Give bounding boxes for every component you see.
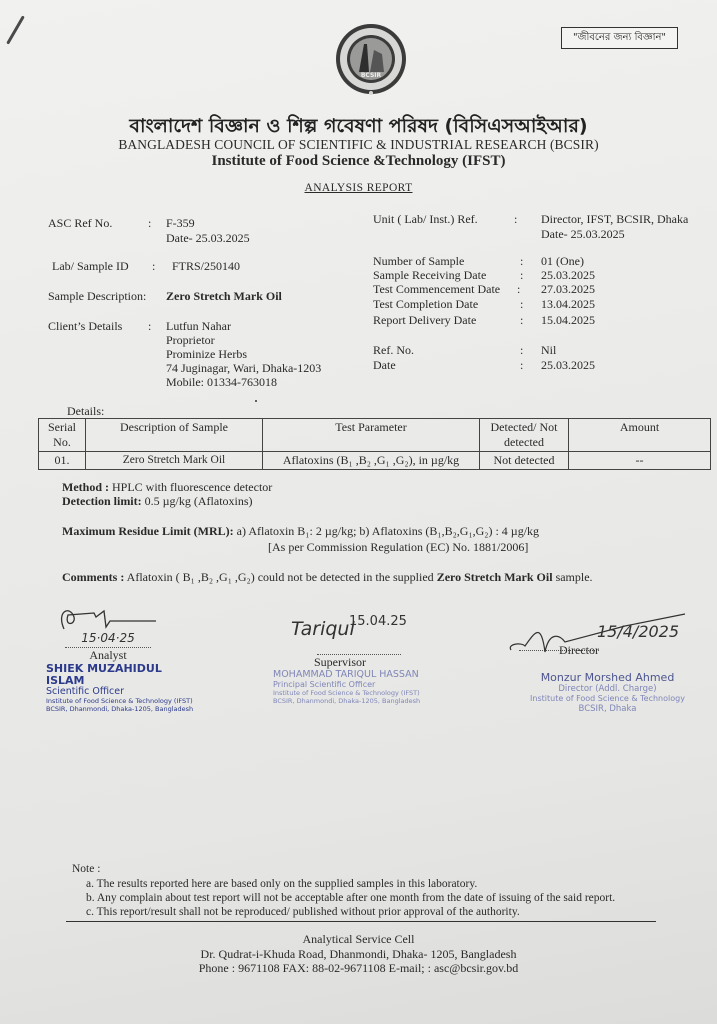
analyst-handwritten-date: 15·04·25 — [81, 631, 135, 645]
table-row — [39, 452, 711, 470]
supervisor-title: Principal Scientific Officer — [273, 680, 376, 689]
column-header-amount: Amount — [569, 419, 711, 452]
director-signature-block — [505, 612, 710, 714]
sample-row-label: Sample Receiving Date — [373, 268, 487, 282]
footer-address: Dr. Qudrat-i-Khuda Road, Dhanmondi, Dhaka- 1205, Bangladesh — [200, 947, 517, 961]
director-role: Director — [559, 643, 599, 657]
supervisor-role: Supervisor — [314, 655, 366, 669]
analyst-org: Institute of Food Science & Technology (IFST) — [46, 697, 193, 705]
mrl-label: Maximum Residue Limit (MRL): — [62, 524, 234, 538]
colon: : — [517, 282, 521, 296]
ref-no-label: Ref. No. — [373, 343, 414, 357]
footer-contact — [0, 961, 717, 976]
director-address: BCSIR, Dhaka — [578, 704, 637, 714]
method-value: HPLC with fluorescence detector — [112, 480, 273, 494]
asc-ref-date: Date- 25.03.2025 — [166, 231, 250, 245]
org-name-bangla: বাংলাদেশ বিজ্ঞান ও শিল্প গবেষণা পরিষদ (বিসিএসআইআর) — [129, 115, 588, 137]
colon: : — [148, 319, 152, 333]
client-line: Lutfun Nahar — [166, 319, 231, 333]
client-line: 74 Juginagar, Wari, Dhaka-1203 — [166, 361, 322, 375]
colon: : — [152, 259, 156, 273]
cell-description: Zero Stretch Mark Oil — [86, 452, 263, 470]
analyst-name: SHIEK MUZAHIDUL ISLAM — [46, 662, 162, 687]
client-line: Prominize Herbs — [166, 347, 247, 361]
footer-cell: Analytical Service Cell — [302, 932, 415, 946]
client-line: Proprietor — [166, 333, 215, 347]
sample-row-label: Test Completion Date — [373, 297, 479, 311]
column-header-serial: Serial No. — [39, 419, 86, 452]
cell-serial: 01. — [39, 452, 86, 470]
motto-box — [561, 27, 678, 49]
institute-name: Institute of Food Science &Technology (IFST) — [211, 153, 506, 169]
detection-limit-value: 0.5 µg/kg (Aflatoxins) — [144, 494, 253, 508]
asc-ref-value: F-359 — [166, 216, 195, 230]
sample-row-value: 25.03.2025 — [541, 268, 595, 282]
sample-row-value: 27.03.2025 — [541, 282, 595, 296]
method-line — [62, 480, 272, 495]
note-item: c. This report/result shall not be reproduced/ published without prior approval of the authority. — [86, 906, 520, 918]
colon: : — [514, 212, 518, 226]
sample-row-label: Number of Sample — [373, 254, 465, 268]
supervisor-address: BCSIR, Dhanmondi, Dhaka-1205, Bangladesh — [273, 697, 421, 705]
date-label: Date — [373, 358, 396, 372]
unit-ref-date: Date- 25.03.2025 — [541, 227, 625, 241]
method-label: Method : — [62, 480, 109, 494]
director-signature — [505, 612, 710, 652]
comments-line — [62, 570, 593, 585]
cell-test-parameter: Aflatoxins (B₁ ,B₂ ,G₁ ,G₂), in µg/kg — [263, 452, 480, 470]
mrl-regulation: [As per Commission Regulation (EC) No. 1881/2006] — [268, 540, 529, 554]
comments-text: Aflatoxin ( B₁ ,B₂ ,G₁ ,G₂) could not be detected in the supplied — [126, 570, 434, 584]
sample-row-value: 13.04.2025 — [541, 297, 595, 311]
column-header-detected: Detected/ Not detected — [480, 419, 569, 452]
detection-limit-label: Detection limit: — [62, 494, 142, 508]
column-header-description: Description of Sample — [86, 419, 263, 452]
motto-text: "জীবনের জন্য বিজ্ঞান" — [572, 31, 667, 43]
comments-sample: Zero Stretch Mark Oil — [436, 570, 553, 584]
cell-amount: -- — [569, 452, 711, 470]
sample-description-label: Sample Description: — [48, 289, 147, 303]
mrl-line — [62, 524, 539, 539]
supervisor-handwritten-date: 15.04.25 — [349, 614, 407, 629]
supervisor-name: MOHAMMAD TARIQUL HASSAN — [273, 669, 419, 680]
detection-limit-line — [62, 494, 253, 509]
sample-row-label: Report Delivery Date — [373, 313, 477, 327]
note-label: Note : — [72, 863, 101, 875]
colon: : — [148, 216, 152, 230]
analyst-role: Analyst — [89, 648, 127, 662]
table-header-row — [39, 419, 711, 452]
report-title: ANALYSIS REPORT — [304, 182, 413, 194]
analyst-title: Scientific Officer — [46, 686, 124, 697]
mrl-value: a) Aflatoxin B₁: 2 µg/kg; b) Aflatoxins (B₁,B₂,G₁,G₂) : 4 µg/kg — [236, 524, 540, 538]
note-item: b. Any complain about test report will not be acceptable after one month from the date of issuing of the said report. — [86, 892, 616, 904]
logo-text: BCSIR — [360, 72, 382, 79]
comments-label: Comments : — [62, 570, 125, 584]
sample-description-value: Zero Stretch Mark Oil — [166, 289, 282, 303]
client-details-label: Client’s Details — [48, 319, 123, 333]
stray-dot — [255, 400, 257, 402]
client-line: Mobile: 01334-763018 — [166, 375, 277, 389]
colon: : — [520, 297, 524, 311]
cell-detected: Not detected — [480, 452, 569, 470]
lab-sample-id-value: FTRS/250140 — [172, 259, 241, 273]
sample-row-value: 01 (One) — [541, 254, 584, 268]
column-header-test-parameter: Test Parameter — [263, 419, 480, 452]
footer-divider — [66, 921, 656, 922]
colon: : — [520, 343, 524, 357]
analyst-signature — [56, 603, 176, 633]
footer-email-link[interactable]: asc@bcsir.gov.bd — [433, 961, 519, 975]
colon: : — [520, 313, 524, 327]
sample-row-label: Test Commencement Date — [373, 282, 501, 296]
colon: : — [520, 358, 524, 372]
supervisor-org: Institute of Food Science & Technology (IFST) — [273, 689, 420, 697]
analyst-address: BCSIR, Dhanmondi, Dhaka-1205, Bangladesh — [46, 705, 194, 713]
supervisor-signature — [265, 610, 435, 650]
director-handwritten-date: 15/4/2025 — [597, 622, 680, 641]
pen-mark — [6, 15, 25, 44]
unit-ref-value: Director, IFST, BCSIR, Dhaka — [541, 212, 689, 226]
details-table — [38, 418, 711, 470]
date-value: 25.03.2025 — [541, 358, 595, 372]
comments-text-after: sample. — [555, 570, 593, 584]
analyst-signature-block — [38, 603, 194, 713]
unit-ref-label: Unit ( Lab/ Inst.) Ref. — [373, 212, 478, 226]
footer-contact-text: Phone : 9671108 FAX: 88-02-9671108 E-mail; : — [198, 961, 431, 975]
org-name-english: BANGLADESH COUNCIL OF SCIENTIFIC & INDUSTRIAL RESEARCH (BCSIR) — [118, 137, 599, 152]
director-title: Director (Addl. Charge) — [558, 684, 657, 694]
director-name: Monzur Morshed Ahmed — [540, 671, 675, 684]
asc-ref-label: ASC Ref No. — [48, 216, 113, 230]
note-item: a. The results reported here are based only on the supplied samples in this laboratory. — [86, 878, 478, 890]
director-org: Institute of Food Science & Technology — [530, 694, 685, 703]
sample-row-value: 15.04.2025 — [541, 313, 595, 327]
supervisor-signature-block — [265, 610, 435, 705]
supervisor-handwritten-signature: Tariqul — [291, 618, 355, 640]
ref-no-value: Nil — [541, 343, 557, 357]
colon: : — [520, 254, 524, 268]
bcsir-logo — [334, 22, 408, 96]
details-label: Details: — [67, 404, 105, 418]
lab-sample-id-label: Lab/ Sample ID — [52, 259, 129, 273]
colon: : — [520, 268, 524, 282]
